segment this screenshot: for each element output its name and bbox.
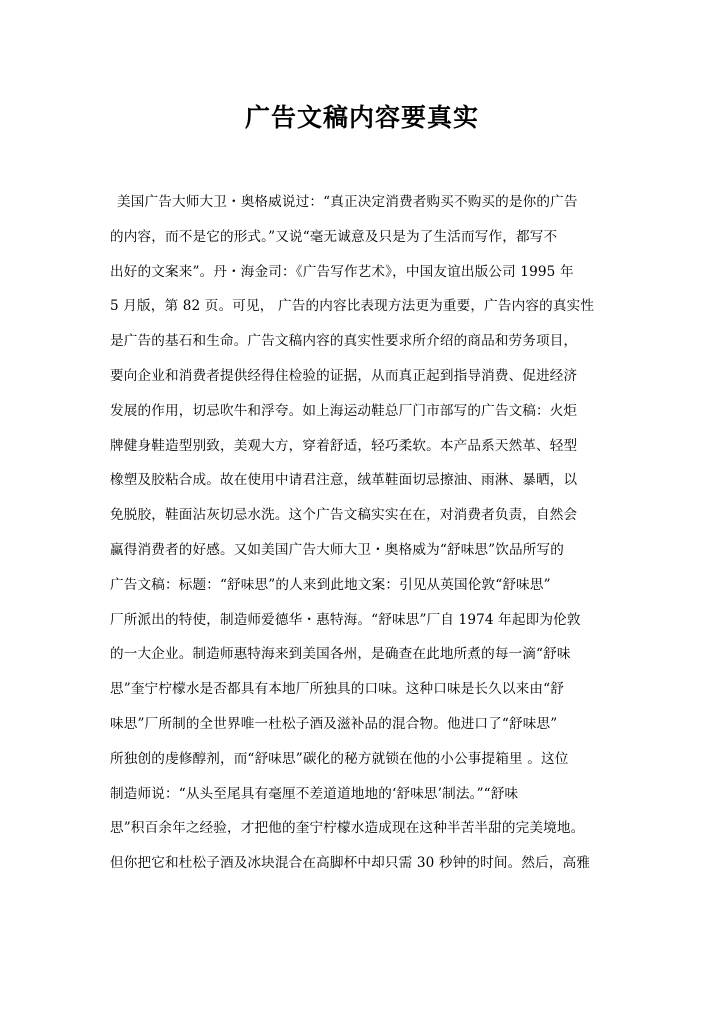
text-line: 所独创的虔修醇剂，而“舒味思”碳化的秘方就锁在他的小公事提箱里 。这位 [110,750,569,767]
text-line: 广告文稿：标题：“舒味思”的人来到此地文案：引见从英国伦敦“舒味思” [110,576,551,593]
text-line: 制造师说：“从头至尾具有毫厘不差道道地地的‘舒味思’制法。”“舒味 [110,785,519,802]
text-line: 美国广告大师大卫・奥格威说过：“真正决定消费者购买不购买的是你的广告 [117,194,578,210]
text-line: 厂所派出的特使，制造师爱德华・惠特海。“舒味思”厂自 1974 年起即为伦敦 [110,611,581,628]
text-line: 牌健身鞋造型别致，美观大方，穿着舒适，轻巧柔软。本产品系天然革、轻型 [110,437,578,454]
text-line: 的内容，而不是它的形式。”又说“毫无诚意及只是为了生活而写作，都写不 [110,228,558,245]
text-line: 味思”厂所制的全世界唯一杜松子酒及滋补品的混合物。他进口了“舒味思” [110,715,558,732]
text-line: 思”奎宁柠檬水是否都具有本地厂所独具的口味。这种口味是长久以来由“舒 [110,681,564,698]
text-line: 是广告的基石和生命。广告文稿内容的真实性要求所介绍的商品和劳务项目， [110,333,578,350]
text-line: 橡塑及胶粘合成。故在使用中请君注意，绒革鞋面切忌擦油、雨淋、暴晒，以 [110,472,578,489]
text-line: 赢得消费者的好感。又如美国广告大师大卫・奥格威为“舒味思”饮品所写的 [110,541,564,558]
text-line: 发展的作用，切忌吹牛和浮夸。如上海运动鞋总厂门市部写的广告文稿：火炬 [110,402,578,419]
text-line: 思”积百余年之经验，才把他的奎宁柠檬水造成现在这种半苦半甜的完美境地。 [110,820,585,837]
text-line: 5 月版，第 82 页。可见， 广告的内容比表现方法更为重要，广告内容的真实性 [110,298,595,315]
body-text [110,190,630,886]
text-line: 出好的文案来”。丹・海金司：《广告写作艺术》，中国友谊出版公司 1995 年 [110,263,574,280]
text-line: 但你把它和杜松子酒及冰块混合在高脚杯中却只需 30 秒钟的时间。然后，高雅 [110,855,591,872]
text-line: 免脱胶，鞋面沾灰切忌水洗。这个广告文稿实实在在，对消费者负责，自然会 [110,507,578,524]
text-line: 要向企业和消费者提供经得住检验的证据，从而真正起到指导消费、促进经济 [110,367,578,384]
page-title: 广告文稿内容要真实 [244,103,479,132]
text-line: 的一大企业。制造师惠特海来到美国各州，是确查在此地所煮的每一滴“舒味 [110,646,571,663]
